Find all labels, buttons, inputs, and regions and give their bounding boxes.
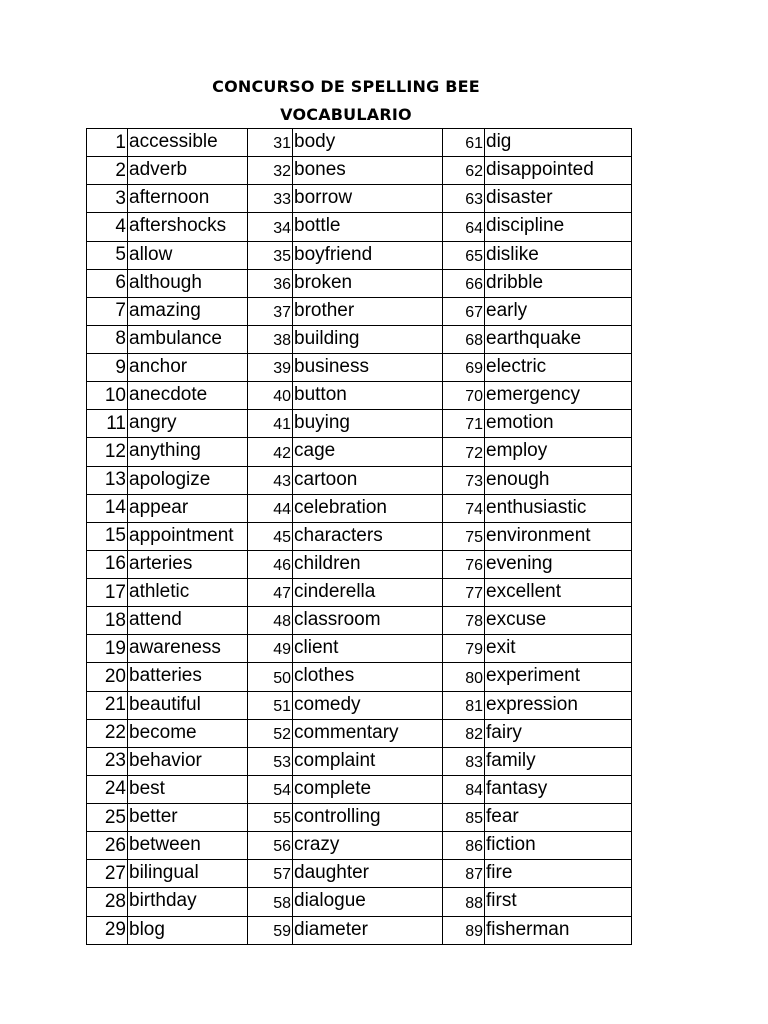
vocabulary-word: anecdote bbox=[128, 382, 248, 410]
table-row bbox=[87, 185, 632, 213]
word-number: 19 bbox=[87, 635, 128, 663]
vocabulary-word: fisherman bbox=[485, 916, 632, 944]
vocabulary-word: afternoon bbox=[128, 185, 248, 213]
vocabulary-word: cage bbox=[293, 438, 443, 466]
word-number: 9 bbox=[87, 354, 128, 382]
word-number: 81 bbox=[443, 691, 485, 719]
vocabulary-word: emergency bbox=[485, 382, 632, 410]
vocabulary-word: dialogue bbox=[293, 888, 443, 916]
word-number: 77 bbox=[443, 579, 485, 607]
table-row bbox=[87, 719, 632, 747]
vocabulary-word: crazy bbox=[293, 832, 443, 860]
vocabulary-word: emotion bbox=[485, 410, 632, 438]
vocabulary-word: appear bbox=[128, 494, 248, 522]
word-number: 25 bbox=[87, 804, 128, 832]
word-number: 43 bbox=[248, 466, 293, 494]
vocabulary-word: better bbox=[128, 804, 248, 832]
word-number: 18 bbox=[87, 607, 128, 635]
vocabulary-word: earthquake bbox=[485, 325, 632, 353]
vocabulary-word: between bbox=[128, 832, 248, 860]
word-number: 46 bbox=[248, 550, 293, 578]
word-number: 57 bbox=[248, 860, 293, 888]
word-number: 71 bbox=[443, 410, 485, 438]
word-number: 12 bbox=[87, 438, 128, 466]
vocabulary-word: diameter bbox=[293, 916, 443, 944]
table-row bbox=[87, 157, 632, 185]
vocabulary-word: dig bbox=[485, 129, 632, 157]
word-number: 61 bbox=[443, 129, 485, 157]
vocabulary-word: attend bbox=[128, 607, 248, 635]
vocabulary-word: arteries bbox=[128, 550, 248, 578]
table-row bbox=[87, 607, 632, 635]
vocabulary-word: client bbox=[293, 635, 443, 663]
vocabulary-word: accessible bbox=[128, 129, 248, 157]
table-row bbox=[87, 410, 632, 438]
table-row bbox=[87, 747, 632, 775]
word-number: 31 bbox=[248, 129, 293, 157]
word-number: 53 bbox=[248, 747, 293, 775]
word-number: 49 bbox=[248, 635, 293, 663]
table-row bbox=[87, 775, 632, 803]
word-number: 3 bbox=[87, 185, 128, 213]
word-number: 32 bbox=[248, 157, 293, 185]
vocabulary-word: boyfriend bbox=[293, 241, 443, 269]
vocabulary-word: athletic bbox=[128, 579, 248, 607]
word-number: 84 bbox=[443, 775, 485, 803]
word-number: 87 bbox=[443, 860, 485, 888]
vocabulary-word: appointment bbox=[128, 522, 248, 550]
table-row bbox=[87, 241, 632, 269]
word-number: 80 bbox=[443, 663, 485, 691]
vocabulary-word: discipline bbox=[485, 213, 632, 241]
word-number: 41 bbox=[248, 410, 293, 438]
word-number: 47 bbox=[248, 579, 293, 607]
word-number: 54 bbox=[248, 775, 293, 803]
vocabulary-word: cartoon bbox=[293, 466, 443, 494]
table-row bbox=[87, 129, 632, 157]
vocabulary-word: beautiful bbox=[128, 691, 248, 719]
vocabulary-word: early bbox=[485, 297, 632, 325]
word-number: 15 bbox=[87, 522, 128, 550]
vocabulary-word: blog bbox=[128, 916, 248, 944]
vocabulary-word: birthday bbox=[128, 888, 248, 916]
vocabulary-word: awareness bbox=[128, 635, 248, 663]
table-row bbox=[87, 213, 632, 241]
word-number: 88 bbox=[443, 888, 485, 916]
word-number: 10 bbox=[87, 382, 128, 410]
vocabulary-word: building bbox=[293, 325, 443, 353]
word-number: 58 bbox=[248, 888, 293, 916]
word-number: 33 bbox=[248, 185, 293, 213]
word-number: 83 bbox=[443, 747, 485, 775]
table-row bbox=[87, 832, 632, 860]
word-number: 70 bbox=[443, 382, 485, 410]
word-number: 82 bbox=[443, 719, 485, 747]
vocabulary-word: enthusiastic bbox=[485, 494, 632, 522]
vocabulary-word: daughter bbox=[293, 860, 443, 888]
vocabulary-word: children bbox=[293, 550, 443, 578]
word-number: 59 bbox=[248, 916, 293, 944]
vocabulary-word: dislike bbox=[485, 241, 632, 269]
word-number: 28 bbox=[87, 888, 128, 916]
word-number: 29 bbox=[87, 916, 128, 944]
table-row bbox=[87, 804, 632, 832]
word-number: 34 bbox=[248, 213, 293, 241]
vocabulary-word: disappointed bbox=[485, 157, 632, 185]
vocabulary-word: excellent bbox=[485, 579, 632, 607]
word-number: 44 bbox=[248, 494, 293, 522]
word-number: 62 bbox=[443, 157, 485, 185]
table-row bbox=[87, 354, 632, 382]
word-number: 39 bbox=[248, 354, 293, 382]
word-number: 74 bbox=[443, 494, 485, 522]
vocabulary-table-body bbox=[87, 129, 632, 945]
vocabulary-word: fantasy bbox=[485, 775, 632, 803]
table-row bbox=[87, 382, 632, 410]
document-title: CONCURSO DE SPELLING BEE bbox=[212, 77, 480, 96]
word-number: 45 bbox=[248, 522, 293, 550]
vocabulary-word: evening bbox=[485, 550, 632, 578]
word-number: 72 bbox=[443, 438, 485, 466]
vocabulary-word: fire bbox=[485, 860, 632, 888]
vocabulary-word: bottle bbox=[293, 213, 443, 241]
word-number: 21 bbox=[87, 691, 128, 719]
vocabulary-word: commentary bbox=[293, 719, 443, 747]
vocabulary-word: although bbox=[128, 269, 248, 297]
word-number: 2 bbox=[87, 157, 128, 185]
word-number: 73 bbox=[443, 466, 485, 494]
document-subtitle: VOCABULARIO bbox=[280, 105, 412, 124]
table-row bbox=[87, 916, 632, 944]
word-number: 8 bbox=[87, 325, 128, 353]
table-row bbox=[87, 269, 632, 297]
vocabulary-word: fairy bbox=[485, 719, 632, 747]
table-row bbox=[87, 522, 632, 550]
word-number: 13 bbox=[87, 466, 128, 494]
table-row bbox=[87, 691, 632, 719]
word-number: 51 bbox=[248, 691, 293, 719]
word-number: 78 bbox=[443, 607, 485, 635]
vocabulary-word: aftershocks bbox=[128, 213, 248, 241]
word-number: 26 bbox=[87, 832, 128, 860]
vocabulary-word: apologize bbox=[128, 466, 248, 494]
vocabulary-word: characters bbox=[293, 522, 443, 550]
table-row bbox=[87, 494, 632, 522]
vocabulary-word: dribble bbox=[485, 269, 632, 297]
word-number: 16 bbox=[87, 550, 128, 578]
table-row bbox=[87, 579, 632, 607]
table-row bbox=[87, 635, 632, 663]
word-number: 35 bbox=[248, 241, 293, 269]
vocabulary-word: bilingual bbox=[128, 860, 248, 888]
table-row bbox=[87, 550, 632, 578]
vocabulary-word: expression bbox=[485, 691, 632, 719]
word-number: 40 bbox=[248, 382, 293, 410]
word-number: 37 bbox=[248, 297, 293, 325]
vocabulary-table bbox=[86, 128, 632, 945]
table-row bbox=[87, 888, 632, 916]
table-row bbox=[87, 466, 632, 494]
word-number: 20 bbox=[87, 663, 128, 691]
word-number: 14 bbox=[87, 494, 128, 522]
vocabulary-word: become bbox=[128, 719, 248, 747]
vocabulary-word: employ bbox=[485, 438, 632, 466]
vocabulary-word: ambulance bbox=[128, 325, 248, 353]
vocabulary-word: business bbox=[293, 354, 443, 382]
table-row bbox=[87, 860, 632, 888]
word-number: 24 bbox=[87, 775, 128, 803]
vocabulary-word: celebration bbox=[293, 494, 443, 522]
word-number: 5 bbox=[87, 241, 128, 269]
vocabulary-word: amazing bbox=[128, 297, 248, 325]
word-number: 69 bbox=[443, 354, 485, 382]
vocabulary-word: buying bbox=[293, 410, 443, 438]
vocabulary-word: body bbox=[293, 129, 443, 157]
word-number: 63 bbox=[443, 185, 485, 213]
vocabulary-word: angry bbox=[128, 410, 248, 438]
vocabulary-word: brother bbox=[293, 297, 443, 325]
word-number: 75 bbox=[443, 522, 485, 550]
word-number: 52 bbox=[248, 719, 293, 747]
word-number: 42 bbox=[248, 438, 293, 466]
vocabulary-word: first bbox=[485, 888, 632, 916]
table-row bbox=[87, 297, 632, 325]
vocabulary-word: controlling bbox=[293, 804, 443, 832]
vocabulary-word: cinderella bbox=[293, 579, 443, 607]
vocabulary-word: anything bbox=[128, 438, 248, 466]
word-number: 38 bbox=[248, 325, 293, 353]
vocabulary-word: bones bbox=[293, 157, 443, 185]
vocabulary-word: allow bbox=[128, 241, 248, 269]
word-number: 1 bbox=[87, 129, 128, 157]
word-number: 48 bbox=[248, 607, 293, 635]
vocabulary-word: button bbox=[293, 382, 443, 410]
word-number: 65 bbox=[443, 241, 485, 269]
word-number: 67 bbox=[443, 297, 485, 325]
word-number: 50 bbox=[248, 663, 293, 691]
table-row bbox=[87, 663, 632, 691]
vocabulary-word: fiction bbox=[485, 832, 632, 860]
vocabulary-word: family bbox=[485, 747, 632, 775]
word-number: 17 bbox=[87, 579, 128, 607]
word-number: 22 bbox=[87, 719, 128, 747]
vocabulary-word: experiment bbox=[485, 663, 632, 691]
word-number: 6 bbox=[87, 269, 128, 297]
vocabulary-word: excuse bbox=[485, 607, 632, 635]
word-number: 55 bbox=[248, 804, 293, 832]
vocabulary-word: exit bbox=[485, 635, 632, 663]
word-number: 89 bbox=[443, 916, 485, 944]
word-number: 76 bbox=[443, 550, 485, 578]
word-number: 68 bbox=[443, 325, 485, 353]
vocabulary-word: enough bbox=[485, 466, 632, 494]
vocabulary-word: environment bbox=[485, 522, 632, 550]
vocabulary-word: anchor bbox=[128, 354, 248, 382]
word-number: 4 bbox=[87, 213, 128, 241]
table-row bbox=[87, 438, 632, 466]
word-number: 36 bbox=[248, 269, 293, 297]
word-number: 79 bbox=[443, 635, 485, 663]
table-row bbox=[87, 325, 632, 353]
word-number: 85 bbox=[443, 804, 485, 832]
vocabulary-word: behavior bbox=[128, 747, 248, 775]
word-number: 86 bbox=[443, 832, 485, 860]
vocabulary-word: borrow bbox=[293, 185, 443, 213]
vocabulary-word: disaster bbox=[485, 185, 632, 213]
vocabulary-word: clothes bbox=[293, 663, 443, 691]
word-number: 66 bbox=[443, 269, 485, 297]
vocabulary-word: classroom bbox=[293, 607, 443, 635]
vocabulary-word: adverb bbox=[128, 157, 248, 185]
vocabulary-word: fear bbox=[485, 804, 632, 832]
word-number: 27 bbox=[87, 860, 128, 888]
vocabulary-word: electric bbox=[485, 354, 632, 382]
word-number: 23 bbox=[87, 747, 128, 775]
vocabulary-word: best bbox=[128, 775, 248, 803]
vocabulary-word: comedy bbox=[293, 691, 443, 719]
word-number: 64 bbox=[443, 213, 485, 241]
vocabulary-word: complaint bbox=[293, 747, 443, 775]
document-heading bbox=[86, 72, 606, 128]
word-number: 11 bbox=[87, 410, 128, 438]
vocabulary-word: batteries bbox=[128, 663, 248, 691]
vocabulary-word: complete bbox=[293, 775, 443, 803]
vocabulary-word: broken bbox=[293, 269, 443, 297]
word-number: 7 bbox=[87, 297, 128, 325]
word-number: 56 bbox=[248, 832, 293, 860]
